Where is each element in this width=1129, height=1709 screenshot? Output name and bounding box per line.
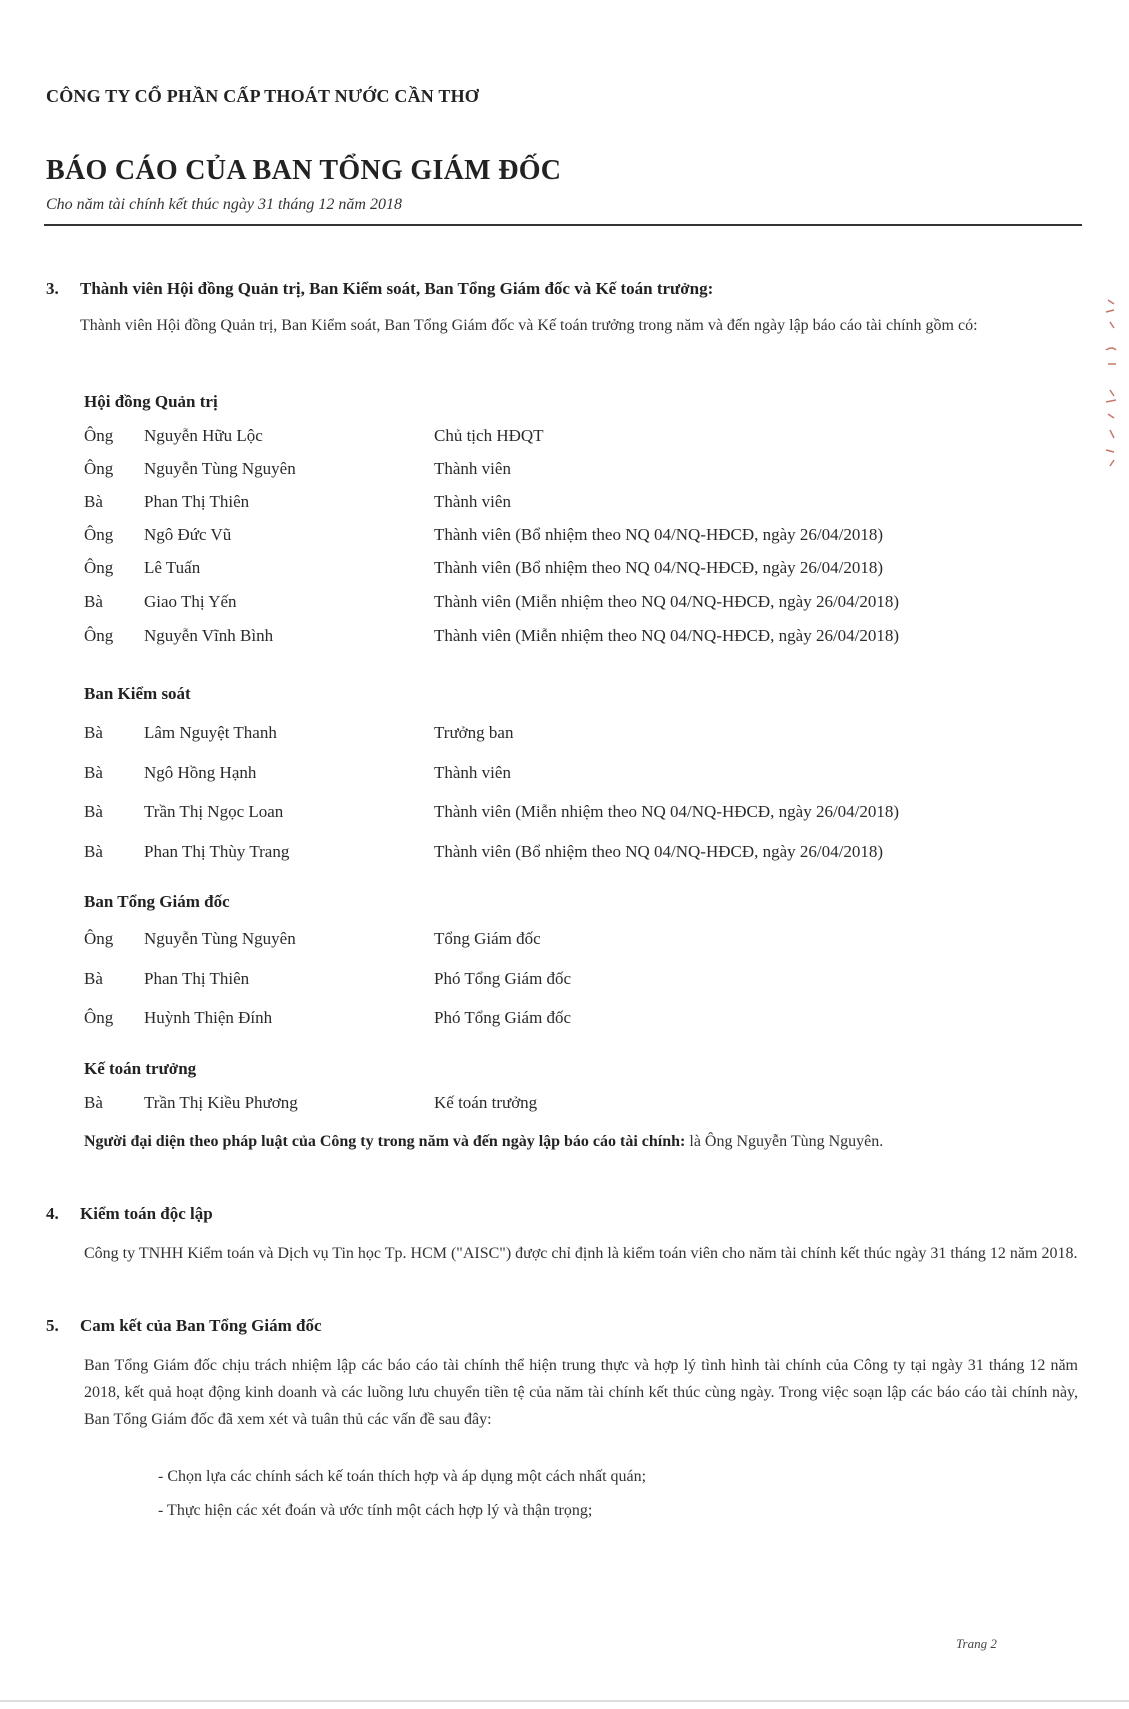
member-name: Nguyễn Tùng Nguyên: [144, 459, 296, 478]
member-salutation: Bà: [84, 592, 103, 611]
member-salutation: Ông: [84, 1008, 114, 1027]
member-row: [84, 763, 1084, 793]
member-role: Thành viên: [434, 492, 511, 511]
section-heading: Cam kết của Ban Tổng Giám đốc: [80, 1316, 322, 1335]
member-row: [84, 592, 1084, 622]
member-name: Ngô Hồng Hạnh: [144, 763, 257, 782]
member-salutation: Bà: [84, 1093, 103, 1112]
section-heading: Kiểm toán độc lập: [80, 1204, 213, 1223]
section-number: 4.: [46, 1204, 59, 1223]
report-title: BÁO CÁO CỦA BAN TỔNG GIÁM ĐỐC: [46, 155, 562, 186]
member-role: Thành viên (Miễn nhiệm theo NQ 04/NQ-HĐCĐ, ngày 26/04/2018): [434, 626, 900, 645]
member-role: Thành viên (Miễn nhiệm theo NQ 04/NQ-HĐCĐ, ngày 26/04/2018): [434, 592, 900, 611]
legal-representative: [84, 1128, 1078, 1155]
member-name: Trần Thị Ngọc Loan: [144, 802, 284, 821]
member-role: Phó Tổng Giám đốc: [434, 969, 572, 988]
section-4-title: [46, 1204, 213, 1224]
member-name: Lâm Nguyệt Thanh: [144, 723, 277, 742]
member-row: [84, 802, 1084, 832]
section-number: 3.: [46, 279, 59, 298]
bottom-edge: [0, 1700, 1129, 1702]
report-subtitle: Cho năm tài chính kết thúc ngày 31 tháng 12 năm 2018: [46, 196, 402, 213]
group-title-management: Ban Tổng Giám đốc: [84, 892, 230, 911]
group-title-supervisory: Ban Kiểm soát: [84, 684, 191, 703]
member-role: Thành viên: [434, 459, 511, 478]
member-name: Phan Thị Thùy Trang: [144, 842, 290, 861]
member-name: Ngô Đức Vũ: [144, 525, 232, 544]
member-salutation: Ông: [84, 525, 114, 544]
member-salutation: Bà: [84, 842, 103, 861]
member-role: Trưởng ban: [434, 723, 514, 742]
member-role: Thành viên (Bổ nhiệm theo NQ 04/NQ-HĐCĐ, ngày 26/04/2018): [434, 558, 884, 577]
member-name: Giao Thị Yến: [144, 592, 237, 611]
member-row: [84, 842, 1084, 872]
member-role: Tổng Giám đốc: [434, 929, 541, 948]
member-salutation: Ông: [84, 626, 114, 645]
member-role: Chủ tịch HĐQT: [434, 426, 544, 445]
member-name: Lê Tuấn: [144, 558, 201, 577]
member-salutation: Ông: [84, 426, 114, 445]
member-salutation: Bà: [84, 802, 103, 821]
member-salutation: Bà: [84, 969, 103, 988]
commitment-bullet: - Thực hiện các xét đoán và ước tính một cách hợp lý và thận trọng;: [158, 1502, 593, 1519]
member-salutation: Bà: [84, 763, 103, 782]
member-row: [84, 558, 1084, 588]
section-heading: Thành viên Hội đồng Quản trị, Ban Kiểm soát, Ban Tổng Giám đốc và Kế toán trưởng:: [80, 279, 714, 298]
member-name: Huỳnh Thiện Đính: [144, 1008, 273, 1027]
section-number: 5.: [46, 1316, 59, 1335]
section-3-title: [46, 279, 713, 299]
group-title-chief-accountant: Kế toán trưởng: [84, 1059, 197, 1078]
member-role: Thành viên (Bổ nhiệm theo NQ 04/NQ-HĐCĐ, ngày 26/04/2018): [434, 842, 884, 861]
section-4-text: Công ty TNHH Kiểm toán và Dịch vụ Tin học Tp. HCM ("AISC") được chỉ định là kiểm toán viên cho năm tài chính kết thúc ngày 31 tháng 12 năm 2018.: [84, 1245, 1078, 1262]
member-row: [84, 426, 1084, 456]
member-row: [84, 525, 1084, 555]
member-row: [84, 492, 1084, 522]
member-row: [84, 1008, 1084, 1038]
member-salutation: Bà: [84, 723, 103, 742]
member-role: Thành viên (Bổ nhiệm theo NQ 04/NQ-HĐCĐ, ngày 26/04/2018): [434, 525, 884, 544]
legal-rep-label: Người đại diện theo pháp luật của Công ty trong năm và đến ngày lập báo cáo tài chính:: [84, 1133, 686, 1150]
member-name: Nguyễn Tùng Nguyên: [144, 929, 296, 948]
commitment-bullet: - Chọn lựa các chính sách kế toán thích hợp và áp dụng một cách nhất quán;: [158, 1468, 647, 1485]
member-row: [84, 723, 1084, 753]
member-row: [84, 929, 1084, 959]
section-5-title: [46, 1316, 322, 1336]
header-divider: [44, 224, 1082, 226]
member-name: Phan Thị Thiên: [144, 492, 250, 511]
member-salutation: Ông: [84, 459, 114, 478]
member-row: [84, 969, 1084, 999]
section-3-intro: Thành viên Hội đồng Quản trị, Ban Kiểm soát, Ban Tổng Giám đốc và Kế toán trưởng trong năm và đến ngày lập báo cáo tài chính gồm có:: [80, 317, 978, 334]
member-salutation: Ông: [84, 558, 114, 577]
member-role: Thành viên: [434, 763, 511, 782]
member-row: [84, 459, 1084, 489]
member-row: [84, 626, 1084, 656]
page-number: Trang 2: [956, 1636, 997, 1651]
member-role: Phó Tổng Giám đốc: [434, 1008, 572, 1027]
section-5-text: Ban Tổng Giám đốc chịu trách nhiệm lập các báo cáo tài chính thể hiện trung thực và hợp lý tình hình tài chính của Công ty tại ngày 31 tháng 12 năm 2018, kết quả hoạt động kinh doanh và các luồng lưu chuyển tiền tệ của năm tài chính kết thúc cùng ngày. Trong việc soạn lập các báo cáo tài chính này, Ban Tổng Giám đốc đã xem xét và tuân thủ các vấn đề sau đây:: [84, 1357, 1078, 1428]
member-role: Thành viên (Miễn nhiệm theo NQ 04/NQ-HĐCĐ, ngày 26/04/2018): [434, 802, 900, 821]
member-name: Nguyễn Hữu Lộc: [144, 426, 263, 445]
member-role: Kế toán trưởng: [434, 1093, 538, 1112]
edge-stamp-mark: [1100, 290, 1124, 480]
company-name: CÔNG TY CỔ PHẦN CẤP THOÁT NƯỚC CẦN THƠ: [46, 86, 479, 106]
member-name: Nguyễn Vĩnh Bình: [144, 626, 274, 645]
member-salutation: Bà: [84, 492, 103, 511]
member-name: Trần Thị Kiều Phương: [144, 1093, 298, 1112]
member-salutation: Ông: [84, 929, 114, 948]
legal-rep-text: là Ông Nguyễn Tùng Nguyên.: [685, 1133, 884, 1150]
group-title-board: Hội đồng Quản trị: [84, 392, 218, 411]
member-name: Phan Thị Thiên: [144, 969, 250, 988]
member-row: [84, 1093, 1084, 1123]
